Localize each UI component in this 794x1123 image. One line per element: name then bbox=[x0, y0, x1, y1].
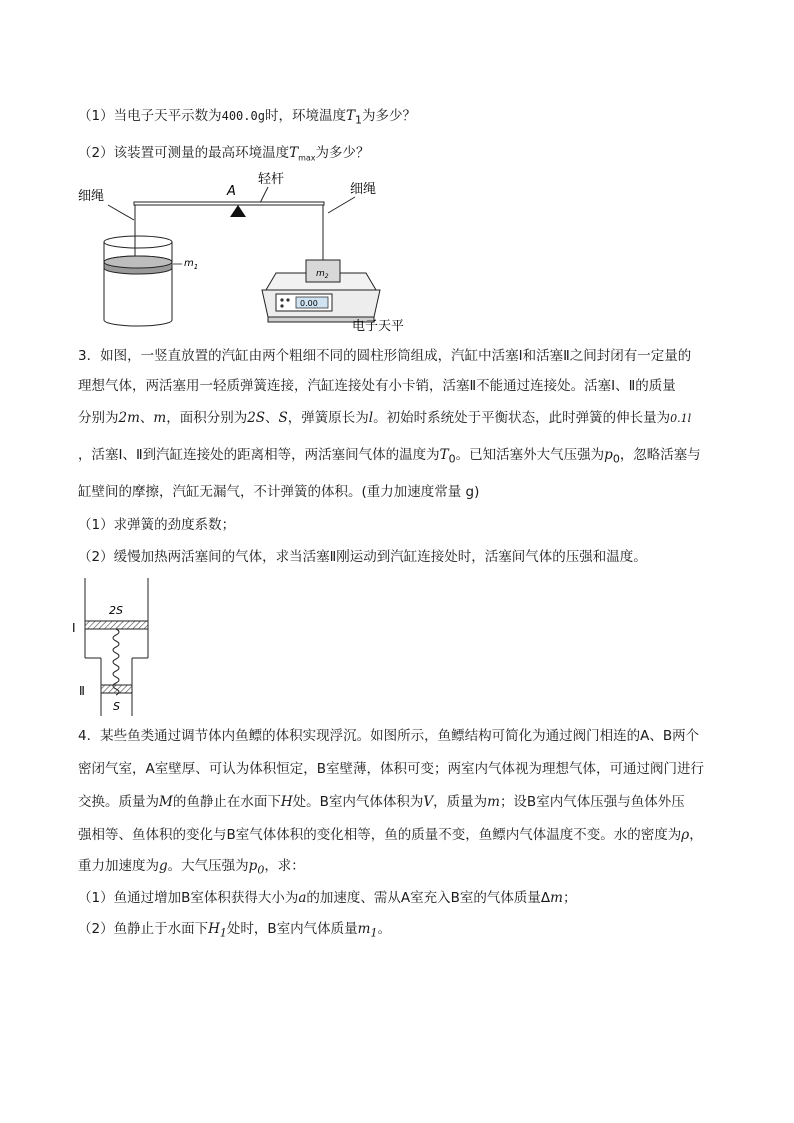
m2-label: $m_2$ bbox=[316, 269, 329, 280]
p4-line-5 bbox=[78, 857, 305, 880]
p3-l3c: ，面积分别为 bbox=[166, 410, 248, 426]
p3-l4-p-sub: 0 bbox=[612, 452, 620, 466]
p4-q2 bbox=[78, 920, 391, 943]
p4-q1a: （1）鱼通过增加B室体积获得大小为 bbox=[78, 890, 299, 906]
p4-q1 bbox=[78, 889, 576, 907]
p3-l3f: 。初始时系统处于平衡状态，此时弹簧的伸长量为 bbox=[373, 410, 671, 426]
rope-left-pointer bbox=[108, 205, 134, 220]
balance-button-3 bbox=[280, 304, 283, 307]
light-rod bbox=[134, 202, 324, 205]
p3-l3-m: m bbox=[153, 410, 167, 426]
area-label-s: S bbox=[113, 700, 120, 713]
p4-line-2: 密闭气室，A室壁厚、可认为体积恒定，B室壁薄，体积可变；两室内气体视为理想气体，可通过阀门进行 bbox=[78, 761, 704, 777]
m1-label: $m_1$ bbox=[184, 258, 199, 271]
p3-q1: （1）求弹簧的劲度系数； bbox=[78, 517, 236, 533]
p4-l3e: ；设B室内气体压强与鱼体外压 bbox=[499, 794, 685, 810]
p4-line-4 bbox=[78, 826, 703, 844]
p2-q2-sub: max bbox=[298, 153, 316, 163]
p2-q2-post: 为多少？ bbox=[315, 145, 370, 161]
cylinder-top bbox=[104, 236, 172, 248]
p3-l4b: 。已知活塞外大气压强为 bbox=[455, 447, 605, 463]
p2-q2-pre: （2）该装置可测量的最高环境温度 bbox=[78, 145, 290, 161]
p2-q1-sub: 1 bbox=[354, 113, 362, 127]
p3-l4-p: p bbox=[604, 447, 613, 463]
p4-q1b: 的加速度、需从A室充入B室的气体质量Δ bbox=[306, 890, 551, 906]
p2-q2-var: T bbox=[289, 145, 299, 161]
rope-right-pointer bbox=[328, 197, 355, 213]
p2-q1-val: 400.0g bbox=[221, 109, 265, 123]
p3-l3-2s: 2S bbox=[247, 410, 266, 426]
pivot-triangle bbox=[230, 205, 246, 217]
p3-line-1: 3．如图，一竖直放置的汽缸由两个粗细不同的圆柱形筒组成，汽缸中活塞Ⅰ和活塞Ⅱ之间封闭有一定量的 bbox=[78, 348, 692, 364]
p3-line-5: 缸壁间的摩擦，汽缸无漏气，不计弹簧的体积。(重力加速度常量 g) bbox=[78, 484, 480, 500]
rope-right-label: 细绳 bbox=[350, 182, 377, 197]
p4-q1c: ； bbox=[562, 890, 577, 906]
p4-line-3 bbox=[78, 793, 685, 811]
pivot-label-a: A bbox=[227, 184, 236, 199]
p4-q2-H: H bbox=[208, 921, 220, 937]
p3-l4-t-sub: 0 bbox=[448, 452, 456, 466]
p4-q2a: （2）鱼静止于水面下 bbox=[78, 921, 209, 937]
p3-l3b: 、 bbox=[139, 410, 154, 426]
p4-q2b: 处时，B室内气体质量 bbox=[226, 921, 358, 937]
p3-l3-2m: 2m bbox=[118, 410, 140, 426]
p4-l4-rho: ρ bbox=[681, 827, 690, 843]
cylinder-spring-figure bbox=[70, 578, 160, 718]
p3-l3-s: S bbox=[278, 410, 288, 426]
p2-q1-pre: （1）当电子天平示数为 bbox=[78, 108, 222, 124]
p4-l3d: ，质量为 bbox=[433, 794, 488, 810]
p4-l3-H: H bbox=[280, 794, 293, 810]
p4-l4b: ， bbox=[689, 827, 703, 843]
rod-pointer bbox=[260, 187, 268, 203]
p4-q2-m-sub: 1 bbox=[370, 926, 378, 940]
p4-l3-V: V bbox=[423, 794, 434, 810]
p4-l5b: 。大气压强为 bbox=[167, 858, 249, 874]
p4-l3c: 处。B室内气体体积为 bbox=[292, 794, 424, 810]
p3-line-4 bbox=[78, 446, 701, 469]
piston-i bbox=[85, 621, 148, 629]
p3-line-3 bbox=[78, 409, 691, 428]
p4-q2-m: m bbox=[357, 921, 371, 937]
p4-q2-H-sub: 1 bbox=[219, 926, 227, 940]
p3-l3d: 、 bbox=[265, 410, 279, 426]
area-label-2s: 2S bbox=[109, 604, 123, 617]
p3-l3a: 分别为 bbox=[78, 410, 119, 426]
p3-l4-t: T bbox=[439, 447, 449, 463]
p3-line-2: 理想气体，两活塞用一轻质弹簧连接，汽缸连接处有小卡销，活塞Ⅱ不能通过连接处。活塞Ⅰ、Ⅱ的质量 bbox=[78, 378, 676, 394]
p3-l4a: ，活塞Ⅰ、Ⅱ到汽缸连接处的距离相等，两活塞间气体的温度为 bbox=[78, 447, 440, 463]
p4-l5a: 重力加速度为 bbox=[78, 858, 159, 874]
piston-i-label: Ⅰ bbox=[72, 621, 76, 635]
p4-l5-g: g bbox=[159, 858, 168, 874]
piston-m1-top bbox=[104, 256, 172, 268]
p2-q1 bbox=[78, 107, 416, 130]
p3-l3e: ，弹簧原长为 bbox=[287, 410, 369, 426]
p3-l3-01l: 0.1l bbox=[670, 412, 692, 425]
p4-q1-m: m bbox=[550, 890, 563, 906]
p4-q1-a: a bbox=[298, 890, 307, 906]
piston-ii bbox=[101, 685, 132, 693]
p4-l3b: 的鱼静止在水面下 bbox=[172, 794, 281, 810]
lever-balance-figure bbox=[70, 165, 430, 335]
p2-q1-var: T bbox=[345, 108, 355, 124]
p3-q2: （2）缓慢加热两活塞间的气体，求当活塞Ⅱ刚运动到汽缸连接处时，活塞间气体的压强和温度。 bbox=[78, 549, 647, 565]
p4-l5c: ，求： bbox=[264, 858, 305, 874]
cylinder-bottom bbox=[104, 320, 172, 326]
p3-l4c: ，忽略活塞与 bbox=[619, 447, 701, 463]
p2-q1-post: 为多少？ bbox=[361, 108, 416, 124]
p4-line-1: 4．某些鱼类通过调节体内鱼鳔的体积实现浮沉。如图所示，鱼鳔结构可简化为通过阀门相连的A、B两个 bbox=[78, 728, 700, 744]
balance-label: 电子天平 bbox=[352, 319, 405, 334]
piston-ii-label: Ⅱ bbox=[79, 684, 85, 698]
p4-l4: 强相等、鱼体积的变化与B室气体体积的变化相等，鱼的质量不变，鱼鳔内气体温度不变。水的密度为 bbox=[78, 827, 682, 843]
p4-l3-M: M bbox=[159, 794, 173, 810]
balance-button-2 bbox=[286, 298, 289, 301]
p4-q2c: 。 bbox=[377, 921, 391, 937]
p4-l5-p: p bbox=[248, 858, 258, 874]
rod-label: 轻杆 bbox=[258, 172, 285, 187]
balance-readout: 0.00 bbox=[300, 299, 318, 308]
p3-l3-l: l bbox=[368, 410, 374, 426]
balance-button-1 bbox=[280, 298, 283, 301]
rope-left-label: 细绳 bbox=[78, 189, 105, 204]
p4-l3-m: m bbox=[487, 794, 500, 810]
p4-l3a: 交换。质量为 bbox=[78, 794, 159, 810]
p2-q1-mid: 时，环境温度 bbox=[264, 108, 346, 124]
p4-l5-p-sub: 0 bbox=[257, 863, 265, 877]
